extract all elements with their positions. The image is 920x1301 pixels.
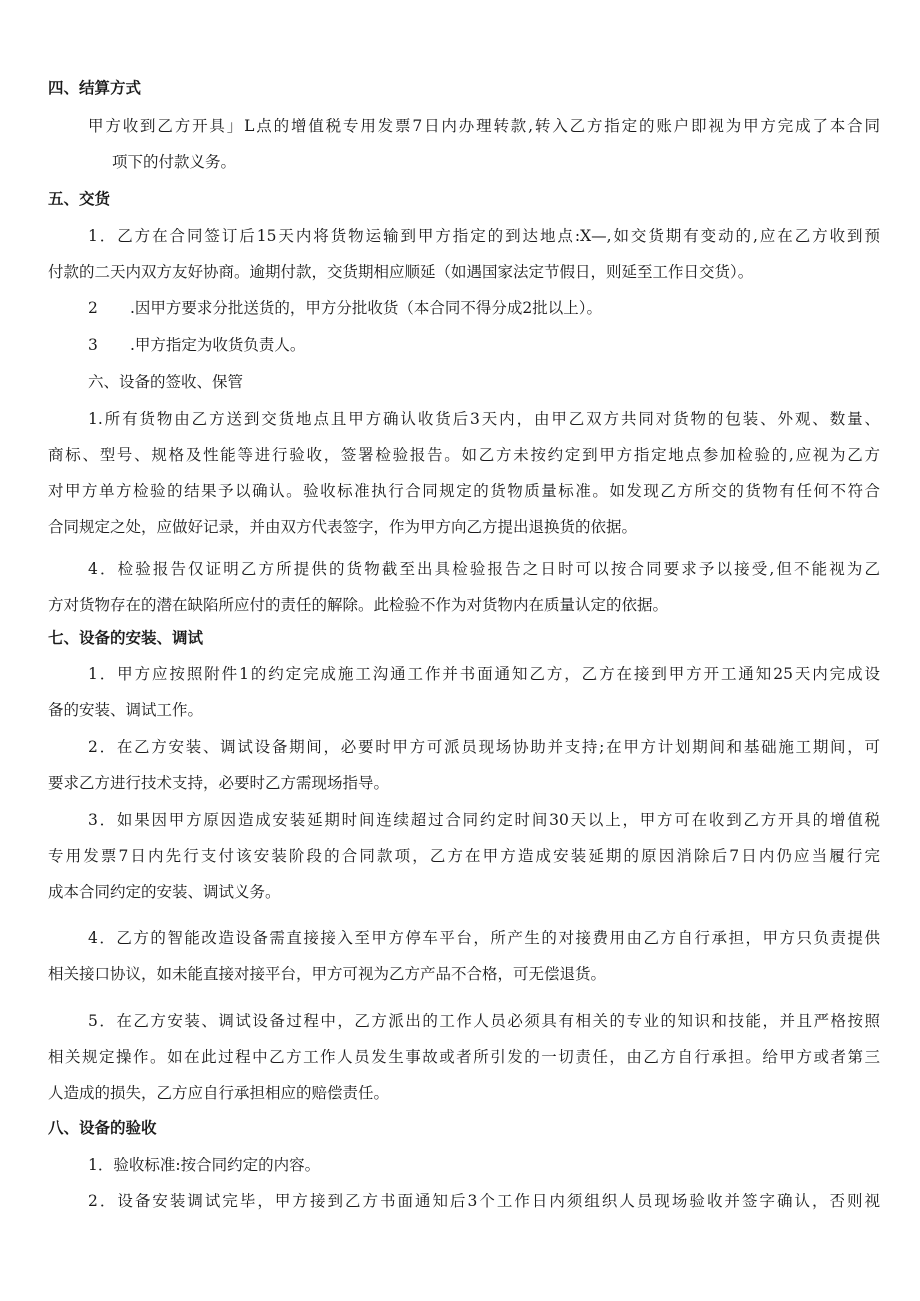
section-5-item-2-number: 2 [88,299,98,317]
section-7-item-3-line-1: 3．如果因甲方原因造成安装延期时间连续超过合同约定时间30天以上，甲方可在收到乙方开具的增值税 [88,811,880,829]
section-6-item-1-line-1: 1.所有货物由乙方送到交货地点且甲方确认收货后3天内，由甲乙双方共同对货物的包装、外观、数量、 [88,410,880,428]
section-6-item-1-line-4: 合同规定之处，应做好记录，并由双方代表签字，作为甲方向乙方提出退换货的依据。 [48,518,638,536]
section-7-item-3-line-2: 专用发票7日内先行支付该安装阶段的合同款项，乙方在甲方造成安装延期的原因消除后7日内仍应当履行完 [48,847,880,865]
section-4-text-line-2: 项下的付款义务。 [112,153,237,171]
section-6-item-1-line-3: 对甲方单方检验的结果予以确认。验收标准执行合同规定的货物质量标准。如发现乙方所交的货物有任何不符合 [48,482,880,500]
section-8-item-2-line-1: 2．设备安装调试完毕，甲方接到乙方书面通知后3个工作日内须组织人员现场验收并签字确认，否则视 [88,1192,880,1210]
section-7-item-4-line-1: 4．乙方的智能改造设备需直接接入至甲方停车平台，所产生的对接费用由乙方自行承担，甲方只负责提供 [88,929,880,947]
section-6-item-4-line-2: 方对货物存在的潜在缺陷所应付的责任的解除。此检验不作为对货物内在质量认定的依据。 [48,596,669,614]
section-7-item-5-line-1: 5．在乙方安装、调试设备过程中，乙方派出的工作人员必须具有相关的专业的知识和技能，并且严格按照 [88,1012,880,1030]
section-5-item-3-text: .甲方指定为收货负责人。 [130,336,306,354]
section-7-item-5-line-2: 相关规定操作。如在此过程中乙方工作人员发生事故或者所引发的一切责任，由乙方自行承担。给甲方或者第三 [48,1048,880,1066]
section-8-heading: 八、设备的验收 [48,1119,157,1137]
section-5-item-3-number: 3 [88,336,98,354]
section-8-item-1: 1．验收标准:按合同约定的内容。 [88,1156,321,1174]
section-7-item-2-line-1: 2．在乙方安装、调试设备期间，必要时甲方可派员现场协助并支持;在甲方计划期间和基础施工期间，可 [88,738,880,756]
section-7-item-2-line-2: 要求乙方进行技术支持，必要时乙方需现场指导。 [48,774,390,792]
section-6-item-4-line-1: 4．检验报告仅证明乙方所提供的货物截至出具检验报告之日时可以按合同要求予以接受,但不能视为乙 [88,560,880,578]
section-5-item-2-text: .因甲方要求分批送货的，甲方分批收货（本合同不得分成2批以上）。 [130,299,603,317]
section-7-item-1-line-2: 备的安装、调试工作。 [48,701,204,719]
section-7-item-3-line-3: 成本合同约定的安装、调试义务。 [48,883,281,901]
section-6-heading: 六、设备的签收、保管 [88,373,244,391]
section-7-item-5-line-3: 人造成的损失，乙方应自行承担相应的赔偿责任。 [48,1084,390,1102]
section-5-item-1-line-1: 1．乙方在合同签订后15天内将货物运输到甲方指定的到达地点:X—,如交货期有变动的,应在乙方收到预 [88,227,880,245]
section-5-item-1-line-2: 付款的二天内双方友好协商。逾期付款，交货期相应顺延（如遇国家法定节假日，则延至工作日交货）。 [48,263,754,281]
section-4-heading: 四、结算方式 [48,79,142,97]
section-7-heading: 七、设备的安装、调试 [48,629,204,647]
section-4-text-line-1: 甲方收到乙方开具」L点的增值税专用发票7日内办理转款,转入乙方指定的账户即视为甲方完成了本合同 [88,117,880,135]
section-6-item-1-line-2: 商标、型号、规格及性能等进行验收，签署检验报告。如乙方未按约定到甲方指定地点参加检验的,应视为乙方 [48,446,880,464]
section-7-item-1-line-1: 1．甲方应按照附件1的约定完成施工沟通工作并书面通知乙方，乙方在接到甲方开工通知25天内完成设 [88,665,880,683]
section-5-heading: 五、交货 [48,190,111,208]
section-7-item-4-line-2: 相关接口协议，如未能直接对接平台，甲方可视为乙方产品不合格，可无偿退货。 [48,965,607,983]
